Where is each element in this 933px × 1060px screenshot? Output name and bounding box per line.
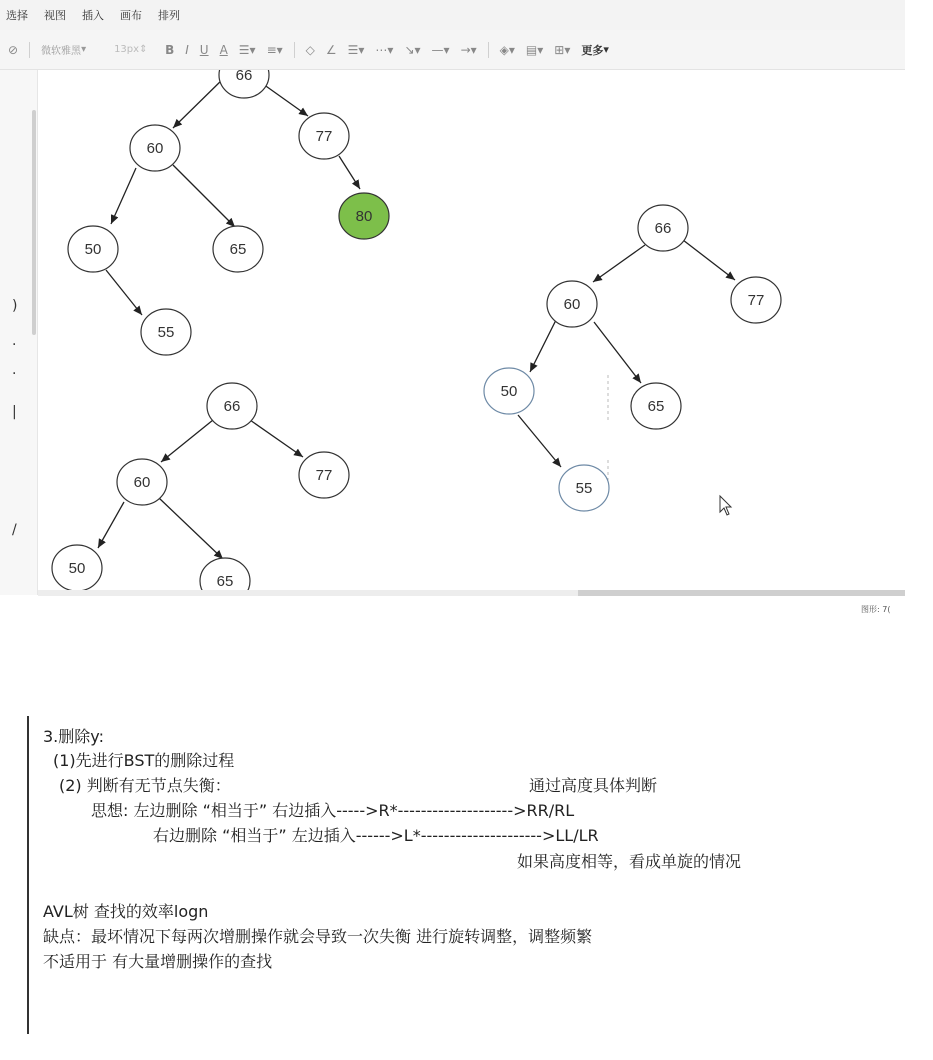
font-color-icon[interactable]: A bbox=[219, 42, 228, 57]
tree-node[interactable] bbox=[638, 205, 688, 251]
vertical-scrollbar[interactable] bbox=[32, 110, 36, 335]
toolbar-divider bbox=[488, 42, 489, 58]
font-family-select[interactable]: 微软雅黑 ▾ bbox=[41, 44, 87, 57]
node-label: 60 bbox=[133, 474, 151, 491]
node-label: 66 bbox=[235, 70, 253, 84]
edge bbox=[518, 415, 561, 467]
node-label: 65 bbox=[229, 241, 247, 258]
tree-node-highlighted[interactable] bbox=[339, 193, 389, 239]
font-size-value: 13px bbox=[114, 44, 140, 55]
node-label: 60 bbox=[563, 296, 581, 313]
edge bbox=[263, 84, 308, 116]
menu-arrange[interactable]: 排列 bbox=[158, 9, 180, 22]
note-line: 缺点：最坏情况下每两次增删操作就会导致一次失衡 进行旋转调整，调整频繁 bbox=[43, 927, 593, 946]
mouse-cursor-icon bbox=[720, 496, 731, 515]
note-line: (1)先进行BST的删除过程 bbox=[53, 751, 235, 770]
italic-icon[interactable]: I bbox=[185, 42, 189, 57]
line-color-icon[interactable]: ∠ bbox=[325, 42, 337, 57]
menu-bar bbox=[0, 0, 905, 30]
menu-select[interactable]: 选择 bbox=[6, 9, 28, 22]
tree-node[interactable] bbox=[52, 545, 102, 591]
node-label: 80 bbox=[355, 208, 373, 225]
node-label: 77 bbox=[747, 292, 765, 309]
edge bbox=[250, 420, 303, 457]
list-icon[interactable]: ☰▾ bbox=[238, 42, 256, 57]
node-label: 66 bbox=[223, 398, 241, 415]
bold-icon[interactable]: B bbox=[165, 42, 175, 57]
panel-mark: · bbox=[12, 337, 17, 353]
menu-canvas[interactable]: 画布 bbox=[120, 9, 142, 22]
table-icon[interactable]: ⊞▾ bbox=[554, 42, 571, 57]
tree-node[interactable] bbox=[219, 70, 269, 98]
edge bbox=[683, 240, 735, 280]
tree-node[interactable] bbox=[547, 281, 597, 327]
node-label: 65 bbox=[216, 573, 234, 590]
toolbar-divider bbox=[294, 42, 295, 58]
connector-icon[interactable]: ↘▾ bbox=[404, 42, 421, 57]
edge bbox=[593, 245, 645, 282]
note-line: AVL树 查找的效率logn bbox=[43, 902, 209, 921]
arrow-end-icon[interactable]: →▾ bbox=[460, 42, 477, 57]
toolbar-divider bbox=[29, 42, 30, 58]
tree-right bbox=[484, 205, 781, 511]
edge bbox=[111, 168, 136, 224]
left-panel bbox=[0, 70, 38, 595]
note-line: 通过高度具体判断 bbox=[529, 776, 658, 795]
horizontal-scrollbar[interactable] bbox=[38, 590, 905, 596]
menu-insert[interactable]: 插入 bbox=[82, 9, 104, 22]
panel-mark: ) bbox=[12, 298, 18, 314]
panel-mark: · bbox=[12, 366, 17, 382]
tree-node[interactable] bbox=[559, 465, 609, 511]
toolbar bbox=[0, 30, 905, 70]
underline-icon[interactable]: U bbox=[199, 42, 209, 57]
tree-node[interactable] bbox=[484, 368, 534, 414]
edge bbox=[159, 498, 223, 559]
note-line: 不适用于 有大量增删操作的查找 bbox=[43, 952, 273, 971]
tree-node[interactable] bbox=[117, 459, 167, 505]
right-margin bbox=[905, 0, 933, 600]
edge bbox=[530, 320, 556, 372]
layer-icon[interactable]: ◈▾ bbox=[499, 42, 515, 57]
note-line: 思想: 左边删除 “相当于” 右边插入----->R*-------------------->RR/RL bbox=[91, 801, 575, 820]
edge bbox=[161, 420, 213, 462]
note-line: (2) 判断有无节点失衡： bbox=[59, 776, 231, 795]
panel-mark: / bbox=[12, 522, 17, 538]
edge bbox=[594, 322, 641, 383]
tree-diagram bbox=[38, 70, 905, 595]
node-label: 77 bbox=[315, 467, 333, 484]
tree-node[interactable] bbox=[731, 277, 781, 323]
tree-node[interactable] bbox=[631, 383, 681, 429]
notes-panel bbox=[27, 716, 907, 1034]
tree-node[interactable] bbox=[299, 452, 349, 498]
node-label: 55 bbox=[575, 480, 593, 497]
align-icon[interactable]: ≡▾ bbox=[266, 42, 283, 57]
node-label: 66 bbox=[654, 220, 672, 237]
node-label: 55 bbox=[157, 324, 175, 341]
more-label: 更多 bbox=[581, 43, 604, 57]
edge bbox=[98, 502, 124, 548]
edge bbox=[106, 270, 142, 315]
note-line: 右边删除 “相当于” 左边插入------>L*--------------------->LL/LR bbox=[153, 826, 599, 845]
panel-mark: | bbox=[12, 404, 17, 420]
tree-node[interactable] bbox=[207, 383, 257, 429]
menu-view[interactable]: 视图 bbox=[44, 9, 66, 22]
node-label: 50 bbox=[84, 241, 102, 258]
tree-node[interactable] bbox=[130, 125, 180, 171]
node-label: 50 bbox=[68, 560, 86, 577]
tree-node[interactable] bbox=[213, 226, 263, 272]
font-size-select[interactable]: 13px ⇕ bbox=[114, 44, 148, 55]
tree-node[interactable] bbox=[299, 113, 349, 159]
node-label: 65 bbox=[647, 398, 665, 415]
tree-top-edges bbox=[106, 76, 360, 315]
tree-node[interactable] bbox=[141, 309, 191, 355]
format-painter-icon[interactable]: ⊘ bbox=[8, 42, 19, 57]
note-line: 3.删除y: bbox=[43, 727, 104, 746]
tree-node[interactable] bbox=[68, 226, 118, 272]
note-line: 如果高度相等，看成单旋的情况 bbox=[517, 852, 742, 871]
drawing-canvas[interactable] bbox=[38, 70, 905, 595]
status-shape-count: 图形: 7( bbox=[861, 605, 891, 614]
more-button[interactable]: 更多 ▾ bbox=[581, 43, 609, 57]
font-family-value: 微软雅黑 bbox=[41, 46, 82, 57]
fill-icon[interactable]: ◇ bbox=[305, 42, 315, 57]
line-style-icon[interactable]: ⋯▾ bbox=[375, 42, 394, 57]
edge bbox=[173, 165, 235, 227]
tree-right-edges bbox=[518, 240, 735, 480]
line-weight-icon[interactable]: ☰▾ bbox=[347, 42, 365, 57]
node-label: 77 bbox=[315, 128, 333, 145]
align-shapes-icon[interactable]: ▤▾ bbox=[525, 42, 544, 57]
tree-bottom bbox=[52, 383, 349, 595]
edge bbox=[173, 76, 226, 128]
horizontal-scroll-thumb[interactable] bbox=[578, 590, 905, 596]
node-label: 60 bbox=[146, 140, 164, 157]
line-start-icon[interactable]: —▾ bbox=[431, 42, 450, 57]
edge bbox=[339, 156, 360, 189]
node-label: 50 bbox=[500, 383, 518, 400]
